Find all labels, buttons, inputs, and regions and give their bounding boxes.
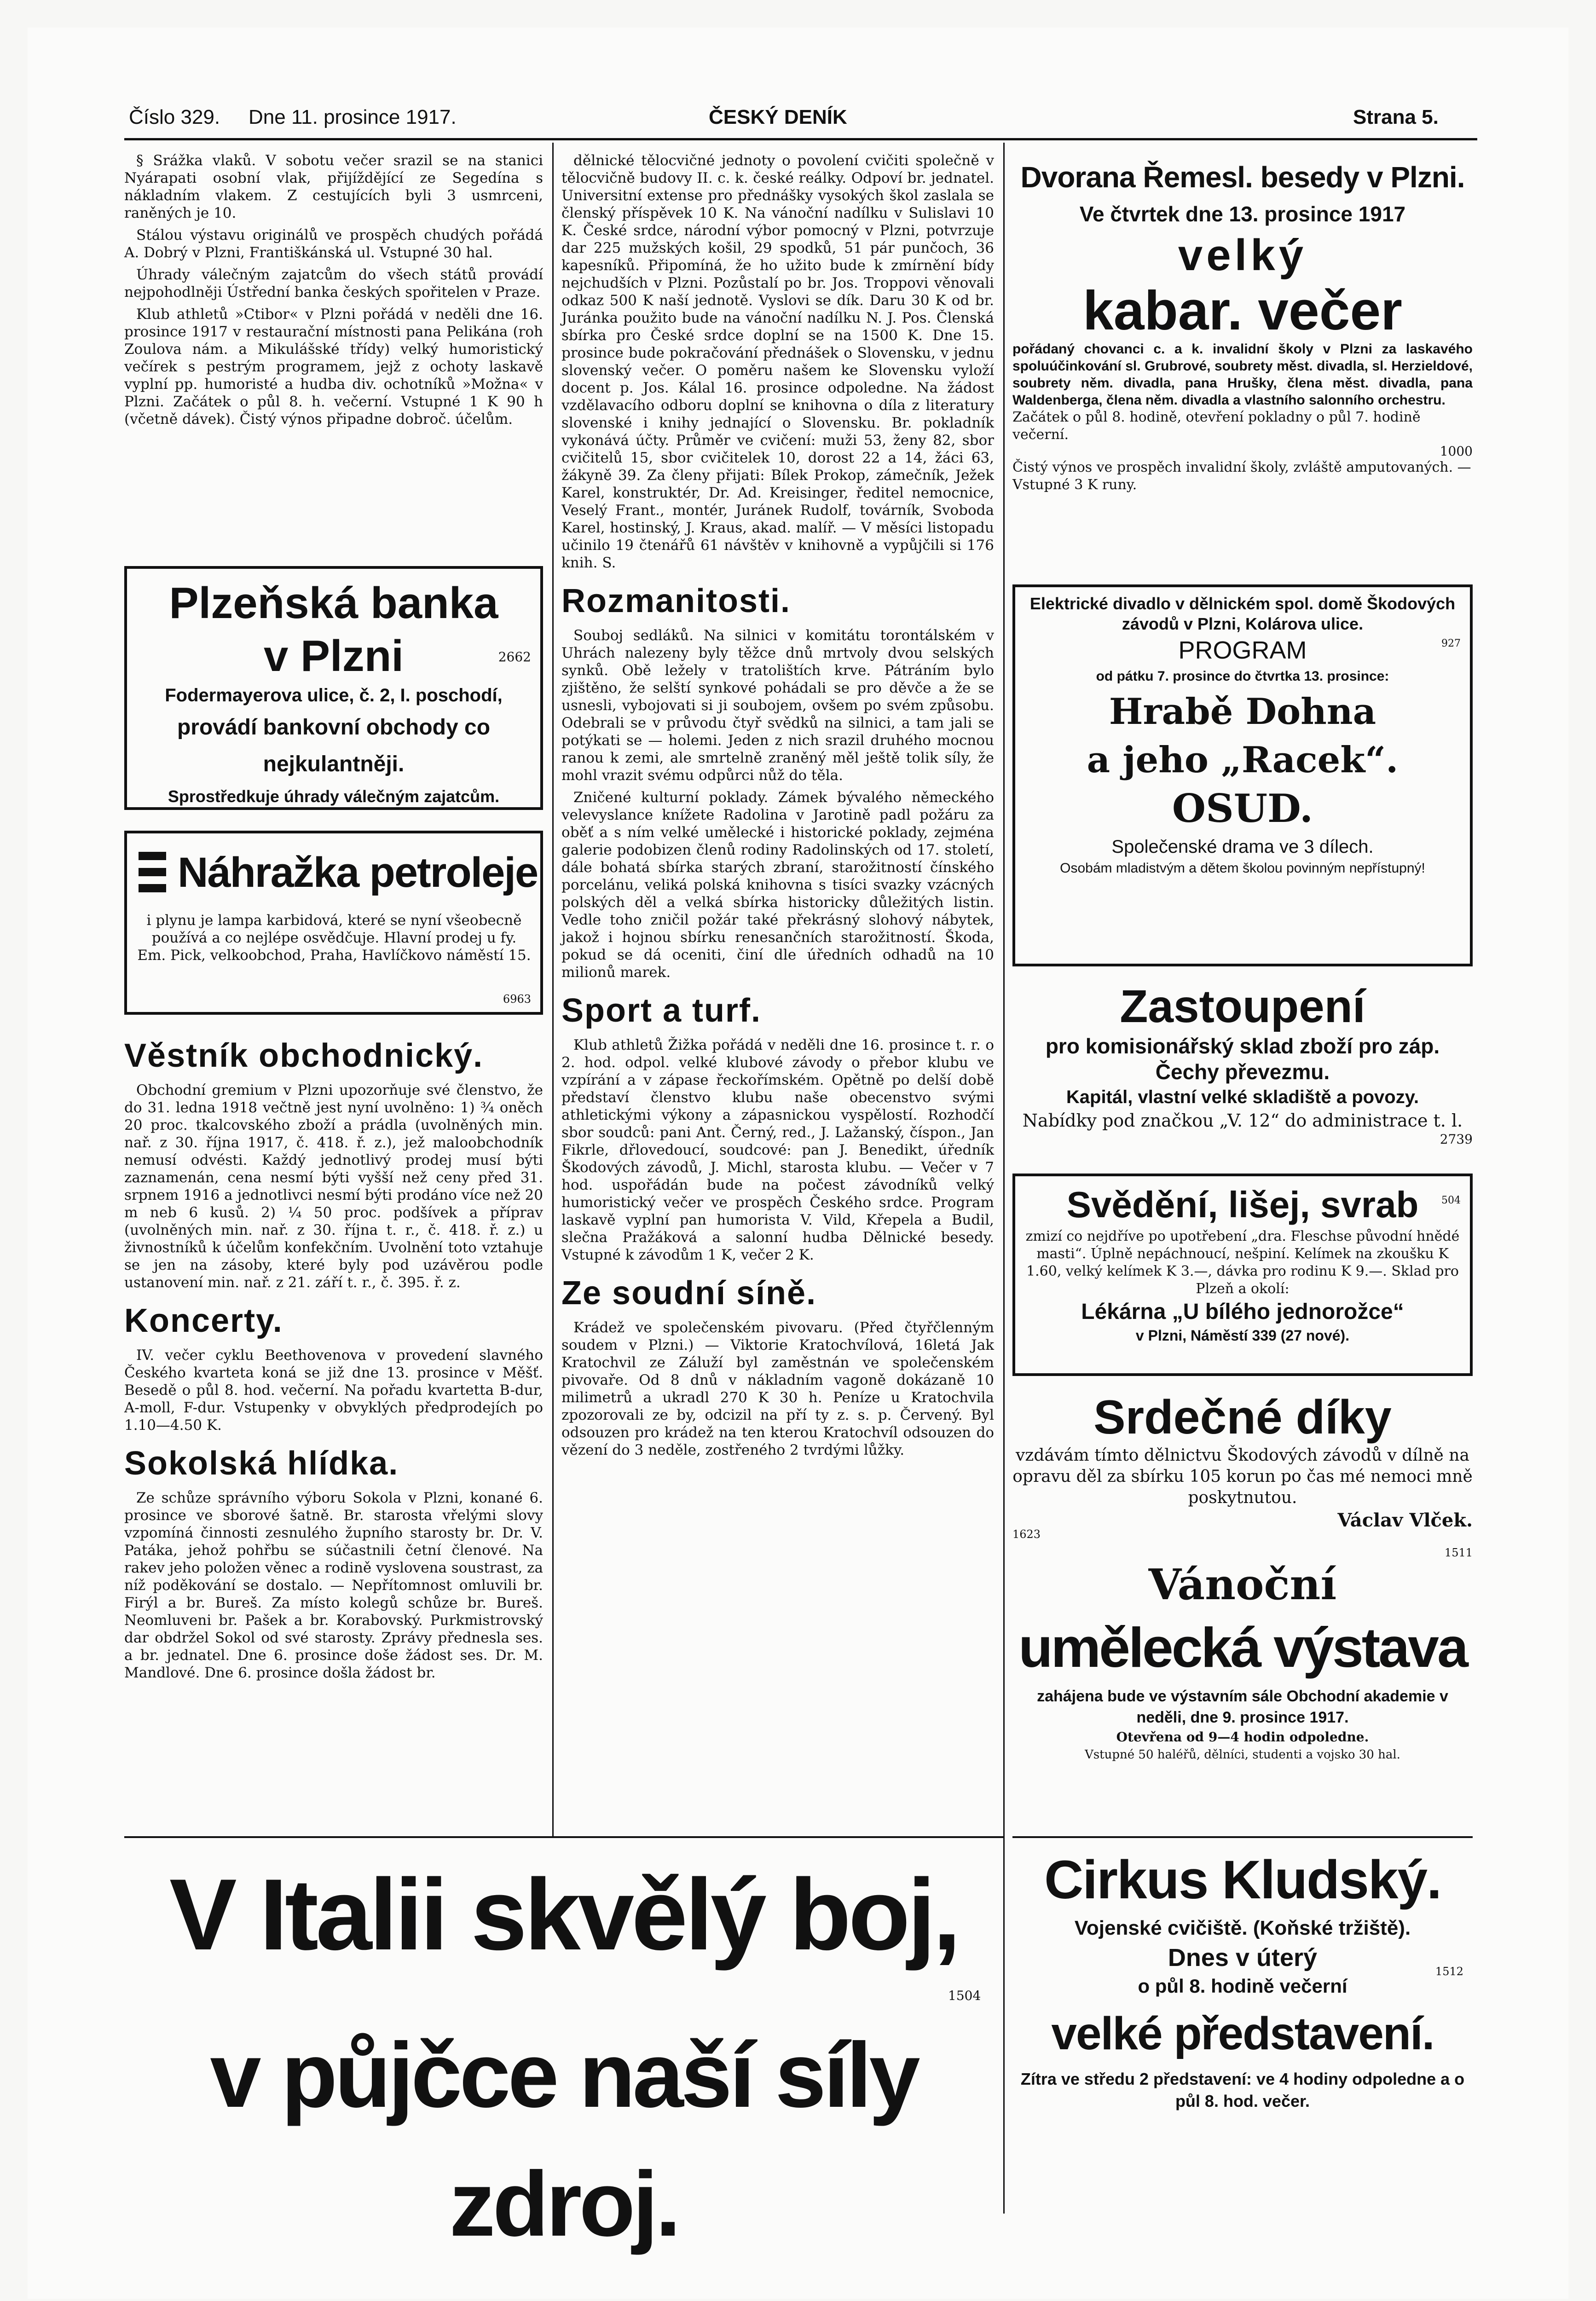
column-rule-right [1003, 143, 1005, 2214]
svrab-title: Svědění, lišej, svrab [1066, 1184, 1419, 1225]
ad-zastoupeni [1012, 980, 1473, 1155]
dvorana-text: pořádaný chovanci c. a k. invalidní školy v Plzni za laskavého spoluúčinkování sl. Grubrové, soubrety měst. divadla, sl. Herzieldové, soubrety něm. divadla, pana Hrušky, člena měst. divadla, pana Waldenberga, člena něm. divadla a vlastního salonního orchestru. [1012, 341, 1473, 408]
vystava-hours: Otevřena od 9—4 hodin odpoledne. [1116, 1729, 1369, 1745]
page-number: Strana 5. [1353, 106, 1439, 128]
cinema-title: Elektrické divadlo v dělnickém spol. domě Škodových závodů v Plzni, Kolárova ulice. [1029, 594, 1456, 633]
heading-koncerty: Koncerty. [124, 1302, 283, 1339]
ad-svrab [1012, 1174, 1473, 1376]
diky-name: Václav Vlček. [1337, 1509, 1473, 1531]
cirkus-footer: Zítra ve středu 2 představení: ve 4 hodiny odpoledne a o půl 8. hod. večer. [1020, 2070, 1465, 2110]
vestnik-text: Obchodní gremium v Plzni upozorňuje své členstvo, že do 31. ledna 1918 večtně jest nyní uvolněno: 1) ¾ oněch 20 proc. tkalcovského zboží a prádla (uvolněných min. nař. z 30. října 1917, č. 418. ř. z.), jež maloobchodník nemusí odvésti. Každý jednotlivý prodej musí býti zaznamenán, cena nesmí býti vyšší než ceny před 31. srpnem 1916 a jednotlivci nesmí býti prodáno více než 20 m neb 6 kusů. 2) ¼ 50 proc. podšívek a příprav (uvolněných min. nař. z 30. října t. r., č. 418. ř. z.) u živnostníků k účelům konfekčním. Uvolnění toto vztahuje se jen na zásoby, které byly pod uzávěrou podle ustanovení min. nař. z 21. září t. r., č. 395. ř. z. [124, 1082, 543, 1291]
bank-ad-number: 2662 [498, 649, 531, 665]
zastoupeni-line-3: Nabídky pod značkou „V. 12“ do administrace t. l. [1022, 1110, 1463, 1131]
film-title-2: a jeho „Racek“. [1087, 739, 1399, 781]
sport-text: Klub athletů Žižka pořádá v neděli dne 16. prosince t. r. o 2. hod. odpol. velké klubové závody o přebor klubu ve vzpírání a v zápase řeckořímském. Opětně po delší době představí členstvo klubu naše obecenstvo svými athletickými výkony a zápasnickou vyspělostí. Rozhodčí sbor soudců: pani Ant. Černý, red., J. Lažanský, číspon., Jan Fikrle, dřlovedoucí, soudcové: pan J. Benedikt, úředník Škodových závodů, J. Michl, starosta klubu. — Večer v 7 hod. uspořádán bude na počest závodníků velký humoristický večer ve prospěch Českého srdce. Program laskavě vyplní pan humorista V. Vild, Křepela a Budil, slečna Pražáková a salonní hudba Dělnické besedy. Vstupné k závodům 1 K, večer 2 K. [561, 1037, 994, 1263]
bank-address: Fodermayerova ulice, č. 2, I. poschodí, [165, 685, 503, 705]
cirkus-time: o půl 8. hodině večerní [1138, 1975, 1347, 1997]
heading-vestnik: Věstník obchodnický. [124, 1037, 484, 1074]
heading-rozmanitosti: Rozmanitosti. [561, 583, 791, 619]
brief-athletes-club: Klub athletů »Ctibor« v Plzni pořádá v neděli dne 16. prosince 1917 v restaurační místnosti pana Pelikána (roh Zoulova nám. a Mikulášské třídy) velký humoristický večírek s pestrým programem, jejž z ochoty laskavě vyplní pp. humoristé a hudba div. ochotníků »Možna« v Plzni. Začátek o půl 8. h. večerní. Vstupné 1 K 90 h (včetně dávek). Čistý výnos připadne dobroč. účelům. [124, 306, 543, 428]
cirkus-day: Dnes v úterý [1168, 1944, 1318, 1971]
svrab-ad-number: 504 [1441, 1195, 1461, 1206]
bank-pow-payments: Sprostředkuje úhrady válečným zajatcům. [168, 787, 500, 806]
soudni-text: Krádež ve společenském pivovaru. (Před čtyřčlenným soudem v Plzni.) — Viktorie Kratochvílová, 16letá Jak Kratochvil ze Záluží byl zaměstnán ve společenském pivovaře. Od 8 dnů v nákladním vagoně dokázaně 10 milimetrů a ukradl 270 K 30 h. Peníze u Kratochvila zpozorovali ze by, odcizil na pří ty z. s. p. Červený. Byl odsouzen pro krádež na ten kterou Kratochvíl odsouzen do vězení do 3 neděle, zostřeného 2 tvrdými lůžky. [561, 1319, 994, 1458]
banner-rule [124, 1836, 1003, 1838]
header-rule [124, 138, 1477, 140]
left-lower [124, 1026, 543, 1841]
svrab-text: zmizí co nejdříve po upotřebení „dra. Fleschse původní hnědé masti“. Úplně nepáchnoucí, nešpiní. Kelímek na zkoušku K 1.60, velký kelímek K 3.—, dávka pro rodinu K 9.—. Sklad pro Plzeň a okolí: [1025, 1228, 1460, 1297]
cinema-ad-number: 927 [1441, 638, 1461, 649]
ad-diky [1012, 1390, 1473, 1542]
rozmanitosti-treasures: Zničené kulturní poklady. Zámek bývalého německého velevyslance knížete Radolina v Jarotině padl požáru za oběť a s ním velké umělecké i historické poklady, zejména galerie podobizen členů rodiny Radolinských od 17. století, dále bohatá sbírka starých zbraní, starožitností čínského porcelánu, veliká polská knihovna s tisíci svazky vzácných polských děl a velká sbírka historicky důležitých listin. Vedle toho zničil požár také překrásný slohový nábytek, jakož i hojnou sbírku renesančních starožitností. Škoda, pokud se dá oceniti, činí dle úředních odhadů na 10 milionů marek. [561, 789, 994, 981]
ad-cirkus [1012, 1845, 1473, 2214]
cirkus-rule [1012, 1836, 1473, 1838]
issue-date: Dne 11. prosince 1917. [249, 106, 457, 128]
lamp-icon [136, 847, 168, 902]
dvorana-big-2: kabar. večer [1083, 280, 1402, 341]
bank-name: Plzeňská banka [169, 578, 498, 628]
cinema-note: Osobám mladistvým a dětem školou povinným nepřístupný! [1060, 861, 1425, 876]
bank-services: provádí bankovní obchody co nejkulantněji. [177, 715, 491, 776]
dvorana-title: Dvorana Řemesl. besedy v Plzni. [1020, 161, 1465, 194]
brief-exhibition: Stálou výstavu originálů ve prospěch chudých pořádá A. Dobrý v Plzni, Františkánská ul. Vstupné 30 hal. [124, 227, 543, 261]
cinema-program: PROGRAM [1178, 636, 1307, 664]
bank-city: v Plzni [263, 631, 404, 681]
zastoupeni-line-2: Kapitál, vlastní velké skladiště a povozy. [1066, 1087, 1419, 1107]
cirkus-big: velké představení. [1051, 2008, 1434, 2059]
ad-dvorana [1012, 156, 1473, 571]
dvorana-ad-number: 1000 [1440, 444, 1473, 459]
cirkus-ad-number: 1512 [1435, 1965, 1463, 1978]
dvorana-footer: Čistý výnos ve prospěch invalidní školy, zvláště amputovaných. — Vstupné 3 K runy. [1012, 459, 1471, 493]
zastoupeni-ad-number: 2739 [1440, 1132, 1473, 1147]
middle-column [561, 152, 994, 1836]
svrab-pharmacy: Lékárna „U bílého jednorožce“ [1081, 1300, 1404, 1324]
dvorana-date: Ve čtvrtek dne 13. prosince 1917 [1079, 202, 1406, 226]
brief-payments: Úhrady válečným zajatcům do všech států provádí nejpohodlněji Ústřední banka českých spořitelen v Praze. [124, 266, 543, 301]
film-drama: Společenské drama ve 3 dílech. [1111, 837, 1374, 857]
dvorana-big-1: velký [1178, 231, 1307, 280]
banner-ad-number: 1504 [948, 1988, 981, 2003]
heading-sokol: Sokolská hlídka. [124, 1445, 399, 1482]
koncerty-text: IV. večer cyklu Beethovenova v provedení slavného Českého kvarteta koná se již dne 13. prosince v Měšť. Besedě o půl 8. hod. večerní. Na pořadu kvartetta B-dur, A-moll, F-dur. Vstupenky v obvyklých předprodejích po 1.10—4.50 K. [124, 1347, 543, 1434]
rozmanitosti-duel: Souboj sedláků. Na silnici v komitátu torontálském v Uhrách nalezeny byly těžce dnů mrtvoly dvou selských synků. Obě ležely v tratolištích krve. Pátráním bylo zjištěno, že selští synkové pohádali se pro děvče a že se usnesli, vybojovati si ji soubojem, ovšem po svém způsobu. Odebrali se v průvodu čtyř svědků na silnici, a tam jali se potýkati se — holemi. Jeden z nich srazil druhého mocnou ranou k zemi, ale smrtelně zraněný měl ještě tolik síly, že mohl vrazit svému odpůrci nůž do těla. [561, 627, 994, 784]
cinema-dates: od pátku 7. prosince do čtvrtka 13. prosince: [1096, 669, 1389, 684]
vystava-text: zahájena bude ve výstavním sále Obchodní akademie v neděli, dne 9. prosince 1917. [1037, 1688, 1448, 1726]
sokol-text: Ze schůze správního výboru Sokola v Plzni, konané 6. prosince ve sborové šatně. Br. starosta vřelými slovy vzpomíná činnosti zesnulého župního starosty br. Dr. V. Patáka, jehož pohřbu se súčastnili četní členové. Na rakev jeho položen věnec a rodině vyslovena soustrast, za níž poděkování se dostalo. — Nepřítomnost omluvili br. Firýl a br. Bureš. Za místo kolegů schůze br. Bureš. Neomluveni br. Pašek a br. Korabovský. Purkmistrovský dar obdržel Sokol od své starosty. Zprávy přednesla ses. a br. jednatel. Dne 6. prosince doše žádost ses. Dr. M. Mandlové. Dne 6. prosince došla žádost br. [124, 1490, 543, 1681]
cirkus-place: Vojenské cvičiště. (Koňské tržiště). [1074, 1917, 1411, 1939]
ad-vystava [1012, 1546, 1473, 1832]
vystava-price: Vstupné 50 haléřů, dělníci, studenti a vojsko 30 hal. [1085, 1748, 1400, 1762]
zastoupeni-line-1: pro komisionářský sklad zboží pro záp. Čechy převezmu. [1045, 1034, 1440, 1084]
issue-number: Číslo 329. [129, 106, 220, 128]
petrol-title: Náhražka petroleje [178, 849, 538, 896]
newspaper-name: ČESKÝ DENÍK [709, 106, 847, 128]
film-title-1: Hrabě Dohna [1109, 691, 1376, 733]
cirkus-title: Cirkus Kludský. [1044, 1850, 1441, 1910]
film-osud: OSUD. [1172, 786, 1313, 831]
banner-line-1: V Italii skvělý boj, [169, 1858, 959, 1971]
left-briefs [124, 152, 543, 561]
zastoupeni-title: Zastoupení [1120, 981, 1365, 1032]
ad-plzenska-banka [124, 566, 543, 810]
diky-title: Srdečné díky [1093, 1391, 1392, 1444]
ad-cinema [1012, 584, 1473, 966]
column-rule-left [552, 143, 554, 1836]
banner-line-2: v půjčce naší síly zdroj. [210, 2024, 918, 2255]
svrab-address: v Plzni, Náměstí 339 (27 nové). [1135, 1327, 1350, 1344]
diky-text: vzdávám tímto dělnictvu Škodových závodů v dílně na opravu děl za sbírku 105 korun po čas mé nemoci mně poskytnutou. [1012, 1446, 1473, 1507]
sokol-continued: dělnické tělocvičné jednoty o povolení cvičiti společně v tělocvičně budovy II. c. k. české reálky. Odpoví br. jednatel. Universitní extense pro přednášky vysokých škol zaslala se členský příspěvek 10 K. Na vánoční nadílku v Sulislavi 10 K. České srdce, národní výbor pomocný v Plzni, potvrzuje dar 225 mužských košil, 29 spodků, 51 pár punčoch, 36 kapesníků. Připomíná, že ho užito bude k zmírnění bídy nejchudších v Plzni. Pozůstalí po br. Jos. Troppovi věnovali odkaz 500 K naší jednotě. Vyslovi se dík. Daru 30 K od br. Juránka použito bude na vánoční nadílku N. J. Pos. Členská sbírka pro České srdce doplní se na 1500 K. Dne 15. prosince bude pokračování přednášek o Slovensku, v jednu slovenský večer. O poměru našem ke Slovensku vyloží docent p. Jos. Kálal 16. prosince odpoledne. Na žádost vzdělavacího odboru doplní se knihovna o díla z literatury slovenské i knihy jednající o Slovensku. Br. pokladník vykonává účty. Průměr ve cvičení: muži 53, ženy 82, sbor cvičitelů 15, sbor cvičitelek 10, dorost 22 a 14, žáci 63, žákyně 39. Za členy přijati: Bílek Prokop, zámečník, Ježek Karel, konstruktér, Dr. Ad. Kreisinger, ředitel nemocnice, Veselý Frant., montér, Juránek Rudolf, továrník, Svoboda Karel, hostinský, J. Kraus, akad. malíř. — V měsíci listopadu učinilo 19 čtenářů 61 návštěv v knihovně a vypůjčili si 176 knih. S. [561, 152, 994, 571]
brief-train-crash: § Srážka vlaků. V sobotu večer srazil se na stanici Nyárapati osobní vlak, přijíždějící ze Segedína s nákladním vlakem. Z cestujících byli 3 usmrceni, raněných je 10. [124, 152, 543, 221]
newspaper-page [28, 28, 1568, 2299]
dvorana-start: Začátek o půl 8. hodině, otevření pokladny o půl 7. hodině večerní. [1012, 409, 1421, 443]
diky-ad-number: 1623 [1012, 1528, 1041, 1541]
vystava-ad-number: 1511 [1444, 1546, 1473, 1559]
ad-petrol-substitute [124, 831, 543, 1015]
vystava-title-1: Vánoční [1148, 1560, 1337, 1609]
heading-sport: Sport a turf. [561, 992, 761, 1029]
heading-soudni: Ze soudní síně. [561, 1275, 817, 1312]
petrol-text: i plynu je lampa karbidová, které se nyní všeobecně používá a co nejlépe osvědčuje. Hlavní prodej u fy. Em. Pick, velkoobchod, Praha, Havlíčkovo náměstí 15. [137, 912, 531, 964]
vystava-title-2: umělecká výstava [1018, 1616, 1467, 1679]
petrol-ad-number: 6963 [503, 993, 531, 1006]
